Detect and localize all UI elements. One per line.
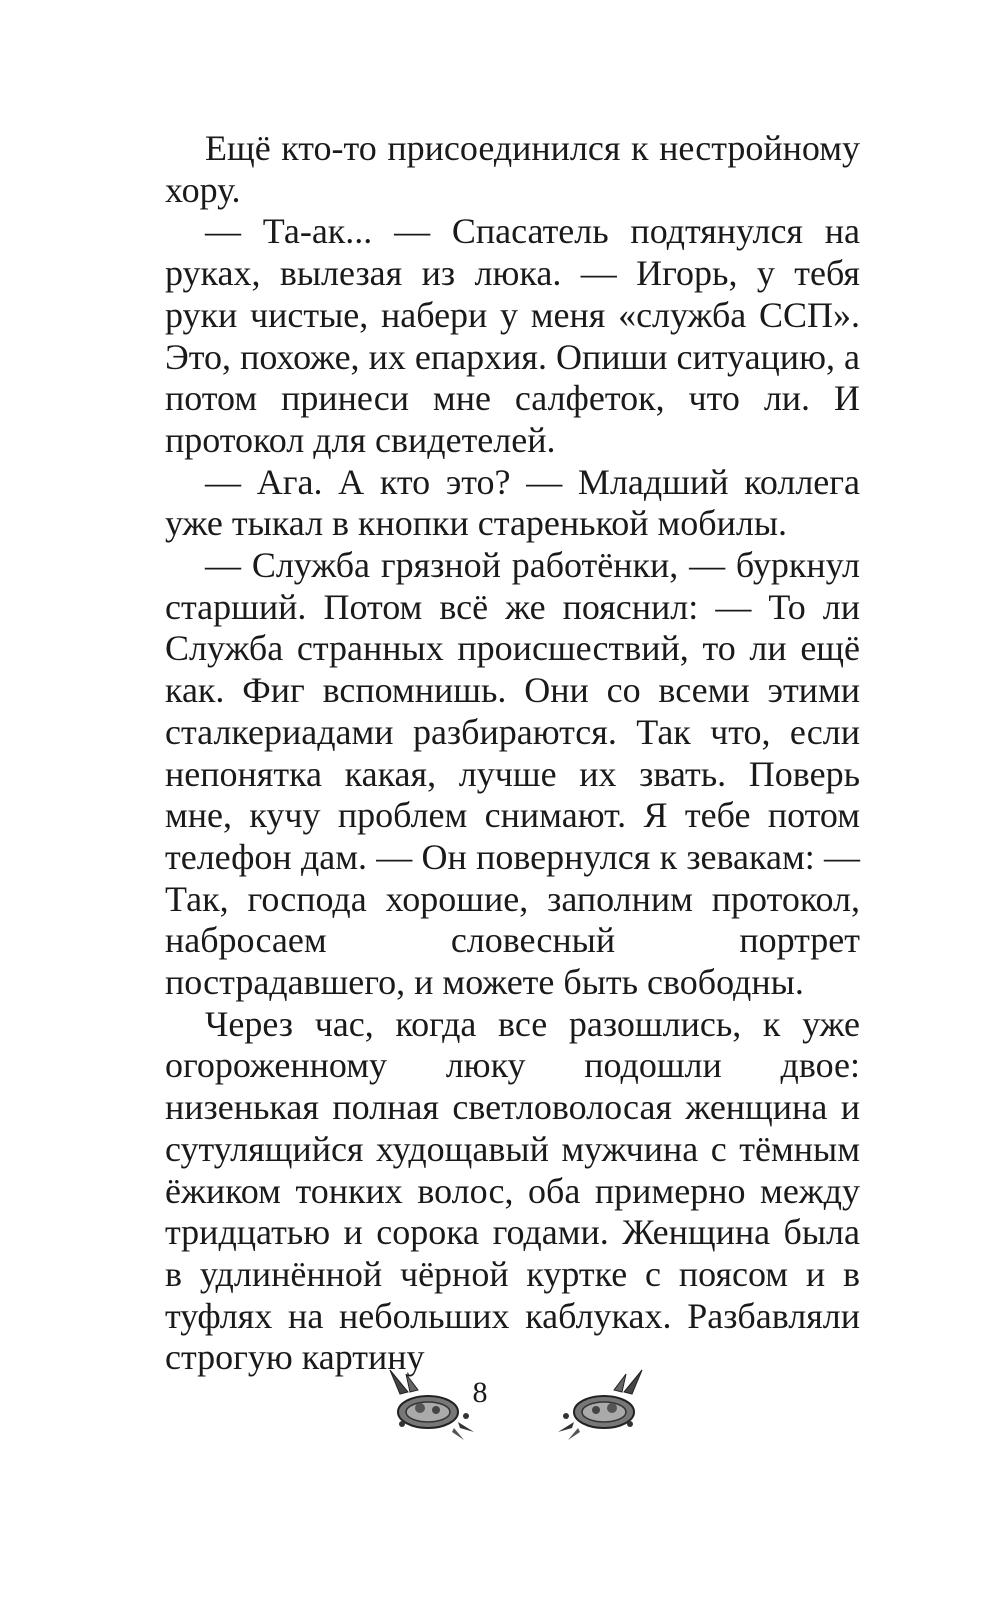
page-footer [0, 1358, 960, 1448]
paragraph: Через час, когда все разошлись, к уже огороженному люку подошли двое: низенькая полная светловолосая женщина и сутулящийся худощавый мужчина с тёмным ёжиком тонких волос, оба примерно между тридцатью и сорока годами. Женщина была в удлинённой чёрной куртке с поясом и в туфлях на небольших каблуках. Разбавляли строгую картину [165, 1003, 860, 1378]
page-number: 8 [472, 1376, 488, 1409]
floral-ornament-icon [552, 1362, 652, 1442]
body-text [165, 128, 860, 1379]
paragraph: — Ага. А кто это? — Младший коллега уже тыкал в кнопки старенькой мобилы. [165, 461, 860, 544]
paragraph: — Та-ак... — Спасатель подтянулся на руках, вылезая из люка. — Игорь, у тебя руки чистые, набери у меня «служба ССП». Это, похоже, их епархия. Опиши ситуацию, а потом принеси мне салфеток, что ли. И протокол для свидетелей. [165, 211, 860, 460]
paragraph: Ещё кто-то присоединился к нестройному хору. [165, 128, 860, 210]
paragraph: — Служба грязной работёнки, — буркнул старший. Потом всё же пояснил: — То ли Служба странных происшествий, то ли ещё как. Фиг вспомнишь. Они со всеми этими сталкериадами разбираются. Так что, если непонятка какая, лучше их звать. Поверь мне, кучу проблем снимают. Я тебе потом телефон дам. — Он повернулся к зевакам: — Так, господа хорошие, заполним протокол, набросаем словесный портрет пострадавшего, и можете быть свободны. [165, 545, 860, 1003]
